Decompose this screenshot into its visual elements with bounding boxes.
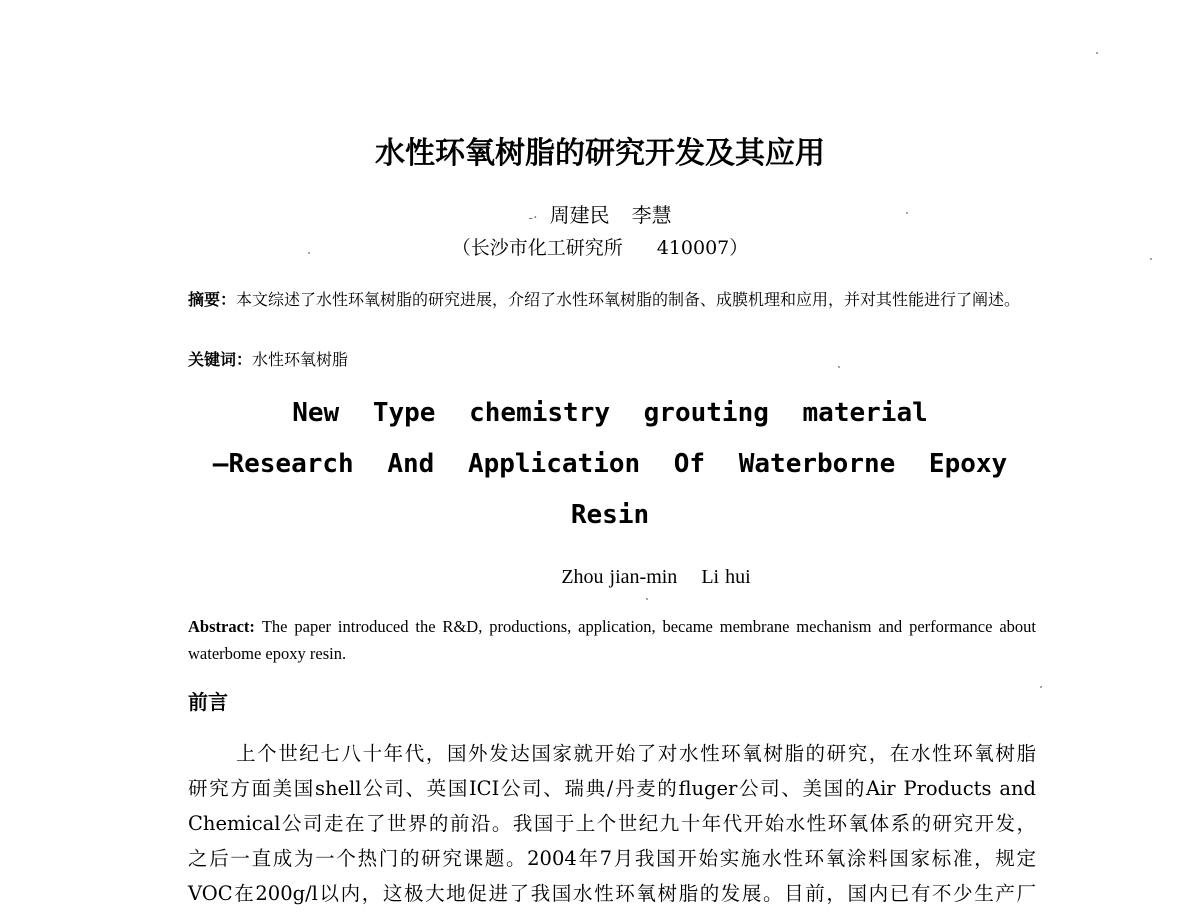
paper-title-english-line2: —Research And Application Of Waterborne Epoxy [212, 449, 1008, 479]
author-1-en: Zhou jian-min [561, 566, 678, 588]
authors-english [0, 566, 1200, 589]
author-1-cn: 周建民 [549, 203, 610, 227]
paper-title-english-line3: Resin [570, 500, 650, 530]
body-line-4: 之后一直成为一个热门的研究课题。2004年7月我国开始实施水性环氧涂料国家标准，规定 [188, 847, 1036, 870]
scan-speck [838, 366, 840, 368]
abstract-cn-text: 本文综述了水性环氧树脂的研究进展，介绍了水性环氧树脂的制备、成膜机理和应用，并对其性能进行了阐述。 [236, 290, 1021, 309]
affiliation-postcode: 410007） [656, 237, 749, 259]
scan-speck [1040, 686, 1042, 688]
scan-speck [1096, 52, 1098, 54]
scan-speck [308, 252, 310, 254]
body-line-1: 上个世纪七八十年代，国外发达国家就开始了对水性环氧树脂的研究，在水性环氧树脂 [236, 742, 1036, 765]
keywords-cn-label: 关键词： [188, 350, 253, 369]
paper-title-chinese: 水性环氧树脂的研究开发及其应用 [375, 136, 825, 171]
abstract-en-label: Abstract: [188, 617, 255, 636]
section-heading-preface: 前言 [188, 690, 228, 714]
author-mark: -· [528, 210, 538, 226]
affiliation-chinese [0, 233, 1200, 260]
body-line-2: 研究方面美国shell公司、英国ICI公司、瑞典/丹麦的fluger公司、美国的Air Products and [188, 777, 1036, 800]
scan-speck [646, 598, 648, 600]
abstract-cn-label: 摘要： [188, 290, 237, 309]
author-2-en: Li hui [701, 566, 751, 588]
abstract-chinese [188, 285, 1036, 314]
scan-speck [1150, 258, 1152, 260]
affiliation-name: （长沙市化工研究所 [451, 237, 623, 259]
abstract-english [188, 613, 1036, 667]
body-line-3: Chemical公司走在了世界的前沿。我国于上个世纪九十年代开始水性环氧体系的研究开发， [188, 812, 1036, 835]
author-2-cn: 李慧 [631, 203, 672, 227]
keywords-cn-text: 水性环氧树脂 [252, 350, 349, 369]
keywords-chinese [188, 347, 348, 370]
authors-chinese [0, 199, 1200, 228]
abstract-en-text: The paper introduced the R&D, productions, application, became membrane mechanism and performance about waterbome epoxy resin. [188, 617, 1037, 663]
scan-speck [906, 212, 908, 214]
body-line-5: VOC在200g/l以内，这极大地促进了我国水性环氧树脂的发展。目前，国内已有不少生产厂 [188, 882, 1036, 905]
paper-title-english-line1: New Type chemistry grouting material [292, 398, 928, 428]
